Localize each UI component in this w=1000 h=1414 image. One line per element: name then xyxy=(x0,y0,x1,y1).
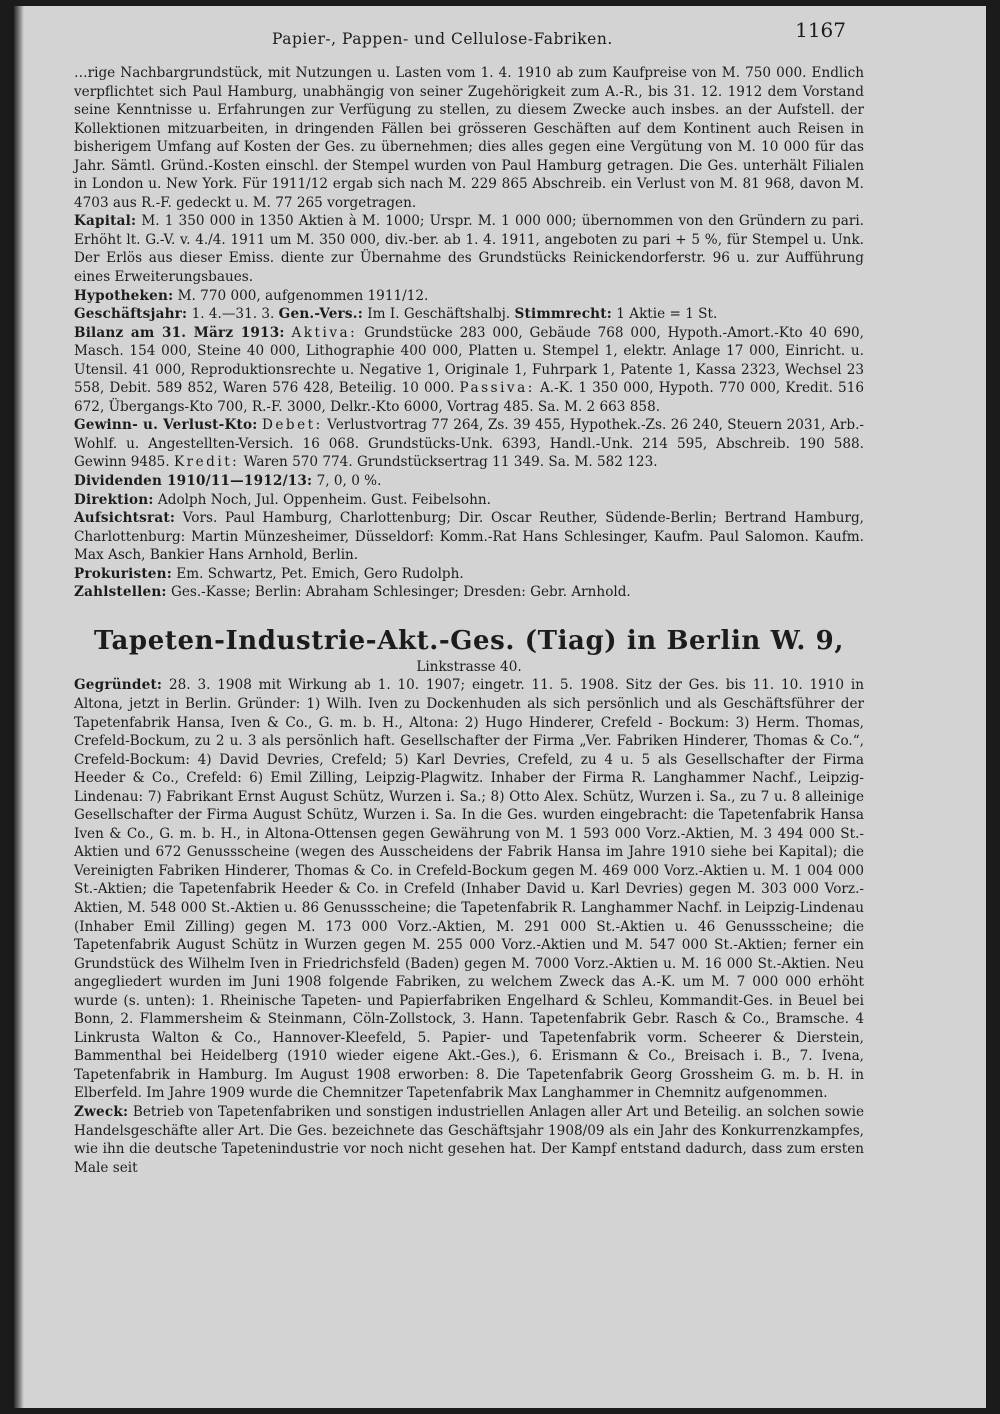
prokuristen-text: Em. Schwartz, Pet. Emich, Gero Rudolph. xyxy=(176,565,464,582)
passiva-text: A.-K. 1 350 000, Hypoth. 770 000, Kredit. 516 672, Übergangs-Kto 700, R.-F. 3000, Delkr.-Kto 6000, Vortrag 485. Sa. M. 2 663 858. xyxy=(74,380,864,415)
page-header xyxy=(14,16,986,52)
zahlstellen-section xyxy=(74,583,864,602)
guv-label: Gewinn- u. Verlust-Kto: xyxy=(74,417,258,434)
aufsichtsrat-section xyxy=(74,509,864,565)
page-number: 1167 xyxy=(795,18,846,42)
stimmrecht-text: 1 Aktie = 1 St. xyxy=(616,306,718,323)
dividenden-label: Dividenden 1910/11—1912/13: xyxy=(74,473,313,490)
gegruendet-text: 28. 3. 1908 mit Wirkung ab 1. 10. 1907; eingetr. 11. 5. 1908. Sitz der Ges. bis 11. 10. 1910 in Altona, jetzt in Berlin. Gründer: 1) Wilh. Iven zu Dockenhuden als sich persönlich und als Geschäftsführer der Tapetenfabrik Hansa, Iven & Co., G. m. b. H., Altona: 2) Hugo Hinderer, Crefeld - Bockum: 3) Herm. Thomas, Crefeld-Bockum, zu 2 u. 3 als persönlich haft. Gesellschafter der Firma „Ver. Fabriken Hinderer, Thomas & Co.“, Crefeld-Bockum: 4) David Devries, Crefeld; 5) Karl Devries, Crefeld, zu 4 u. 5 als Gesellschafter der Firma Heeder & Co., Crefeld: 6) Emil Zilling, Leipzig-Plagwitz. Inhaber der Firma R. Langhammer Nachf., Leipzig-Lindenau: 7) Fabrikant Ernst August Schütz, Wurzen i. Sa.; 8) Otto Alex. Schütz, Wurzen i. Sa., zu 7 u. 8 alleinige Gesellschafter der Firma August Schütz, Wurzen i. Sa. In die Ges. wurden eingebracht: die Tapetenfabrik Hansa Iven & Co., G. m. b. H., in Altona-Ottensen gegen Gewährung von M. 1 593 000 Vorz.-Aktien, M. 3 494 000 St.-Aktien und 672 Genussscheine (wegen des Ausscheidens der Fabrik Hansa im Jahre 1910 siehe bei Kapital); die Vereinigten Fabriken Hinderer, Thomas & Co. in Crefeld-Bockum gegen M. 469 000 Vorz.-Aktien u. M. 1 004 000 St.-Aktien; die Tapetenfabrik Heeder & Co. in Crefeld (Inhaber David u. Karl Devries) gegen M. 303 000 Vorz.-Aktien, M. 548 000 St.-Aktien u. 86 Genussscheine; die Tapetenfabrik R. Langhammer Nachf. in Leipzig-Lindenau (Inhaber Emil Zilling) gegen M. 173 000 Vorz.-Aktien, M. 291 000 St.-Aktien u. 46 Genussscheine; die Tapetenfabrik August Schütz in Wurzen gegen M. 255 000 Vorz.-Aktien und M. 547 000 St.-Aktien; ferner ein Grundstück des Wilhelm Iven in Friedrichsfeld (Baden) gegen M. 7000 Vorz.-Aktien u. M. 16 000 St.-Aktien. Neu angegliedert wurden im Juni 1908 folgende Fabriken, zu welchem Zweck das A.-K. um M. 7 000 000 erhöht wurde (s. unten): 1. Rheinische Tapeten- und Papierfabriken Engelhard & Schleu, Kommandit-Ges. in Beuel bei Bonn, 2. Flammersheim & Steinmann, Cöln-Zollstock, 3. Hann. Tapetenfabrik Gebr. Rasch & Co., Bramsche. 4 Linkrusta Walton & Co., Hannover-Kleefeld, 5. Papier- und Tapetenfabrik vorm. Scheerer & Dierstein, Bammenthal bei Heidelberg (1910 wieder eigene Akt.-Ges.), 6. Erismann & Co., Breisach i. B., 7. Ivena, Tapetenfabrik in Hamburg. Im August 1908 erworben: 8. Die Tapetenfabrik Georg Grossheim G. m. b. H. in Elberfeld. Im Jahre 1909 wurde die Chemnitzer Tapetenfabrik Max Langhammer in Chemnitz aufgenommen. xyxy=(74,677,865,1102)
previous-entry-intro: …rige Nachbargrundstück, mit Nutzungen u. Lasten vom 1. 4. 1910 ab zum Kaufpreise von M. 750 000. Endlich verpflichtet sich Paul Hamburg, unabhängig von seiner Zugehörigkeit zum A.-R., bis 31. 12. 1912 dem Vorstand seine Kenntnisse u. Erfahrungen zur Verfügung zu stellen, zu diesem Zwecke auch insbes. an der Aufstell. der Kollektionen mitzuarbeiten, in dringenden Fällen bei grösseren Geschäften auf dem Kontinent auch Reisen in bisherigem Umfang auf Kosten der Ges. zu übernehmen; dies alles gegen eine Vergütung von M. 10 000 für das Jahr. Sämtl. Gründ.-Kosten einschl. der Stempel wurden von Paul Hamburg getragen. Die Ges. unterhält Filialen in London u. New York. Für 1911/12 ergab sich nach M. 229 865 Abschreib. ein Verlust von M. 81 968, davon M. 4703 aus R.-F. gedeckt u. M. 77 265 vorgetragen. xyxy=(74,65,864,211)
zahlstellen-label: Zahlstellen: xyxy=(74,584,167,601)
hypotheken-section xyxy=(74,287,864,306)
guv-section xyxy=(74,416,864,472)
prokuristen-section xyxy=(74,565,864,584)
aufsichtsrat-text: Vors. Paul Hamburg, Charlottenburg; Dir. Oscar Reuther, Südende-Berlin; Bertrand Hamburg, Charlottenburg: Martin Münzesheimer, Düsseldorf: Komm.-Rat Hans Schlesinger, Kaufm. Paul Salomon. Kaufm. Max Asch, Bankier Hans Arnhold, Berlin. xyxy=(74,510,864,564)
zweck-section xyxy=(74,1103,864,1177)
kredit-label: Kredit: xyxy=(173,454,240,471)
passiva-label: Passiva: xyxy=(459,380,535,397)
gegruendet-section xyxy=(74,676,864,1103)
kapital-text: M. 1 350 000 in 1350 Aktien à M. 1000; Urspr. M. 1 000 000; übernommen von den Gründern zu pari. Erhöht lt. G.-V. v. 4./4. 1911 um M. 350 000, div.-ber. ab 1. 4. 1911, angeboten zu pari + 5 %, für Stempel u. Unk. Der Erlös aus dieser Emiss. diente zur Übernahme des Grundstücks Reinickendorferstr. 96 u. zur Aufführung eines Erweiterungsbaues. xyxy=(74,213,864,286)
aufsichtsrat-label: Aufsichtsrat: xyxy=(74,510,176,527)
kapital-label: Kapital: xyxy=(74,213,137,230)
dividenden-text: 7, 0, 0 %. xyxy=(316,473,382,490)
genvers-label: Gen.-Vers.: xyxy=(278,306,363,323)
zweck-label: Zweck: xyxy=(74,1103,129,1120)
hypotheken-label: Hypotheken: xyxy=(74,287,174,304)
kapital-section xyxy=(74,212,864,286)
running-title: Papier-, Pappen- und Cellulose-Fabriken. xyxy=(272,30,613,48)
debet-text: Verlustvortrag 77 264, Zs. 39 455, Hypothek.-Zs. 26 240, Steuern 2031, Arb.-Wohlf. u. Angestellten-Versich. 16 068. Grundstücks-Unk. 6393, Handl.-Unk. 214 595, Abschreib. 190 588. Gewinn 9485. xyxy=(74,417,864,471)
company-address: Linkstrasse 40. xyxy=(416,658,522,675)
dividenden-section xyxy=(74,472,864,491)
gegruendet-label: Gegründet: xyxy=(74,677,163,694)
kredit-text: Waren 570 774. Grundstücksertrag 11 349. Sa. M. 582 123. xyxy=(243,454,658,471)
bilanz-section xyxy=(74,324,864,417)
stimmrecht-label: Stimmrecht: xyxy=(514,306,612,323)
debet-label: Debet: xyxy=(261,417,323,434)
document-page xyxy=(14,6,986,1408)
prokuristen-label: Prokuristen: xyxy=(74,565,172,582)
geschaeftsjahr-text: 1. 4.—31. 3. xyxy=(191,306,275,323)
direktion-label: Direktion: xyxy=(74,491,154,508)
zweck-text: Betrieb von Tapetenfabriken und sonstigen industriellen Anlagen aller Art und Beteilig. an solchen sowie Handelsgeschäfte aller Art. Die Ges. bezeichnete das Geschäftsjahr 1908/09 als ein Jahr des Konkurrenzkampfes, wie ihn die deutsche Tapetenindustrie vor noch nicht gesehen hat. Der Kampf entstand dadurch, dass zum ersten Male seit xyxy=(74,1103,864,1176)
hypotheken-text: M. 770 000, aufgenommen 1911/12. xyxy=(177,287,429,304)
company-title: Tapeten-Industrie-Akt.-Ges. (Tiag) in Berlin W. 9, xyxy=(94,625,844,656)
aktiva-text: Grundstücke 283 000, Gebäude 768 000, Hypoth.-Amort.-Kto 40 690, Masch. 154 000, Steine 40 000, Lithographie 400 000, Platten u. Stempel 1, elektr. Anlage 17 000, Einricht. u. Utensil. 41 000, Reproduktionsrechte u. Negative 1, Originale 1, Fuhrpark 1, Patente 1, Kassa 2323, Wechsel 23 558, Debit. 589 852, Waren 576 428, Beteilig. 10 000. xyxy=(74,324,864,397)
geschaeftsjahr-label: Geschäftsjahr: xyxy=(74,306,188,323)
direktion-section xyxy=(74,491,864,510)
genvers-text: Im I. Geschäftshalbj. xyxy=(367,306,511,323)
direktion-text: Adolph Noch, Jul. Oppenheim. Gust. Feibelsohn. xyxy=(157,491,491,508)
zahlstellen-text: Ges.-Kasse; Berlin: Abraham Schlesinger; Dresden: Gebr. Arnhold. xyxy=(170,584,631,601)
bilanz-label: Bilanz am 31. März 1913: xyxy=(74,324,285,341)
aktiva-label: Aktiva: xyxy=(291,324,358,341)
body-text xyxy=(74,64,864,1177)
geschaeftsjahr-section xyxy=(74,305,864,324)
binding-shadow xyxy=(14,6,24,1408)
